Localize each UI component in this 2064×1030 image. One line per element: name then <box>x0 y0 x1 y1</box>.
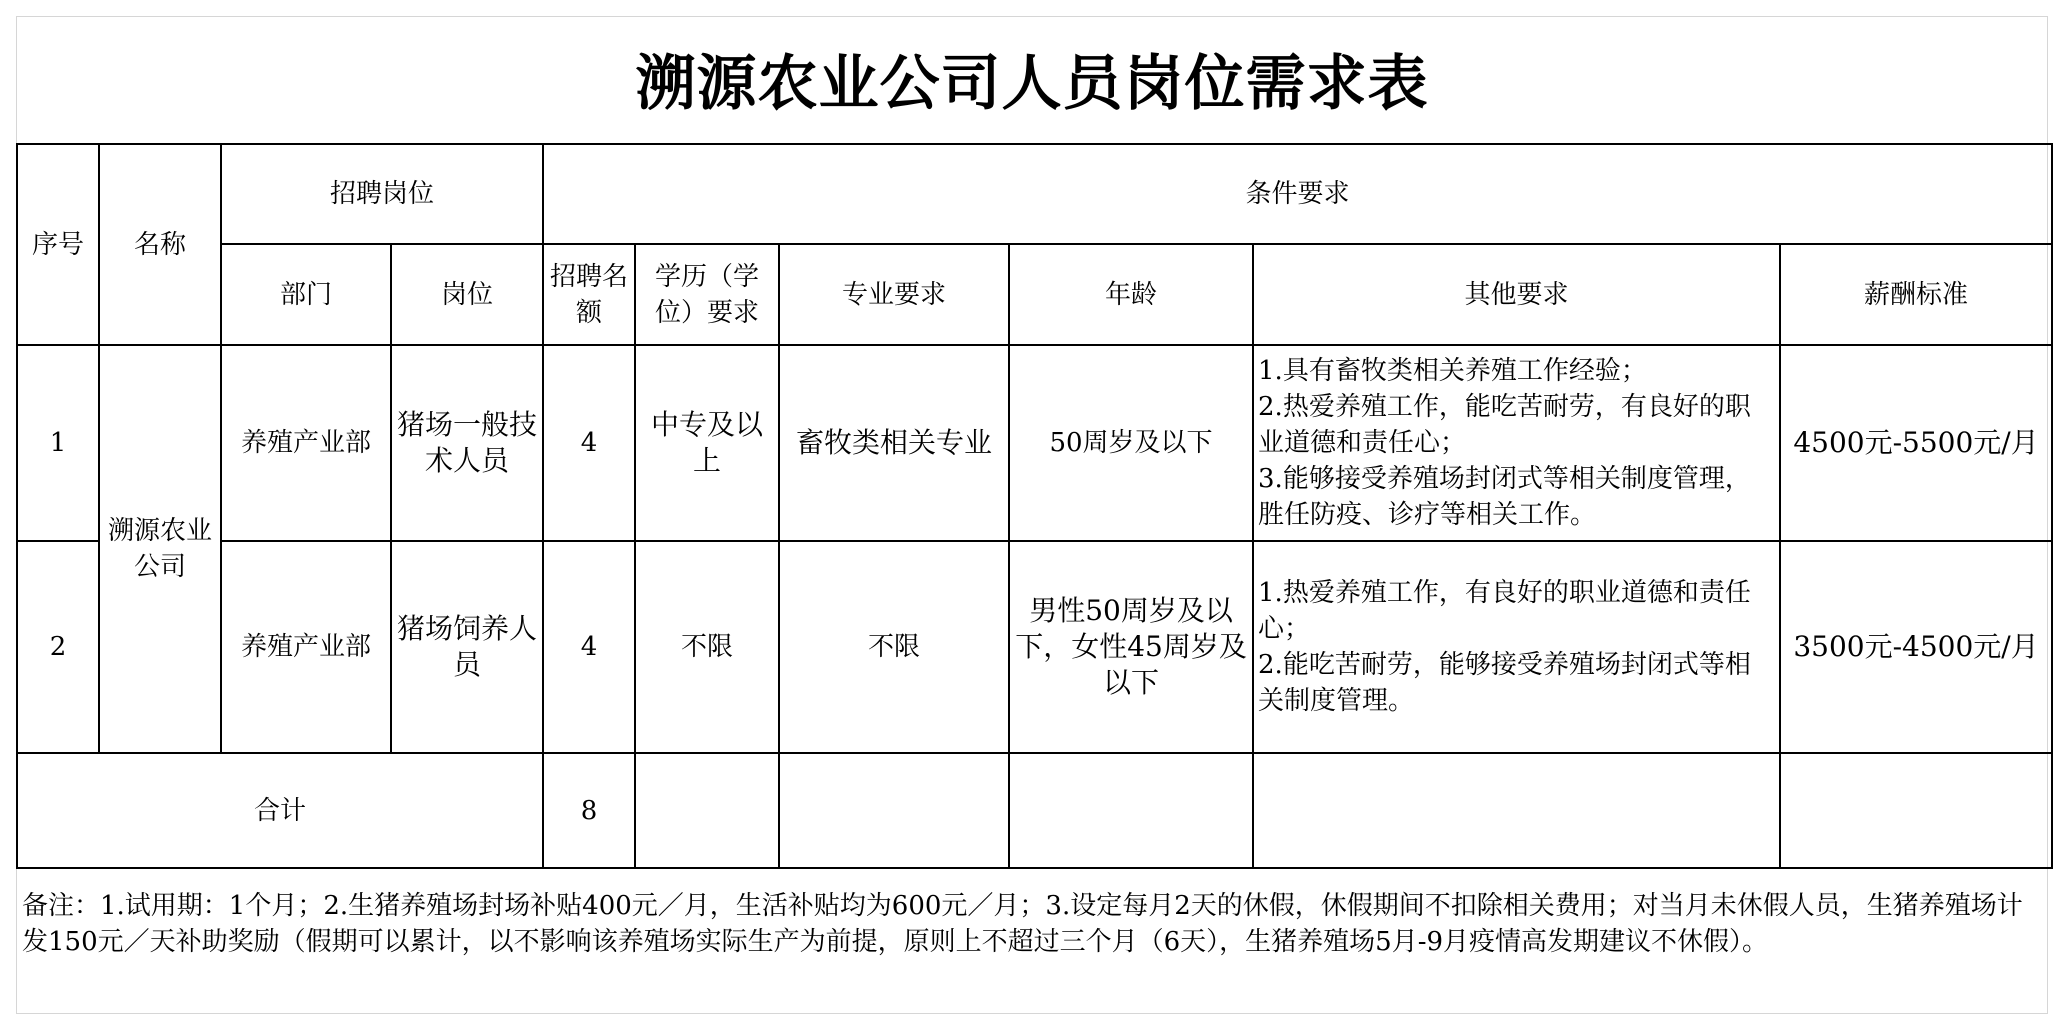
row-other-requirements <box>1253 541 1780 753</box>
header-row-2 <box>17 244 2052 345</box>
footnote: 备注：1.试用期：1个月；2.生猪养殖场封场补贴400元／月，生活补贴均为600元／月；3.设定每月2天的休假，休假期间不扣除相关费用；对当月未休假人员，生猪养殖场计发150元／天补助奖励（假期可以累计，以不影响该养殖场实际生产为前提，原则上不超过三个月（6天），生猪养殖场5月-9月疫情高发期建议不休假）。 <box>22 891 2023 957</box>
row-post: 猪场一般技术人员 <box>391 345 543 541</box>
row-dept: 养殖产业部 <box>221 541 391 753</box>
row-quota: 4 <box>543 541 635 753</box>
total-empty-cell <box>1780 753 2052 868</box>
table-row <box>17 541 2052 753</box>
row-age: 50周岁及以下 <box>1009 345 1253 541</box>
requirement-line: 3.能够接受养殖场封闭式等相关制度管理，胜任防疫、诊疗等相关工作。 <box>1258 464 1751 530</box>
company-name: 溯源农业公司 <box>99 345 221 753</box>
row-age: 男性50周岁及以下，女性45周岁及以下 <box>1009 541 1253 753</box>
header-age: 年龄 <box>1009 244 1253 345</box>
row-education: 中专及以上 <box>635 345 779 541</box>
header-dept: 部门 <box>221 244 391 345</box>
row-major: 不限 <box>779 541 1009 753</box>
header-major: 专业要求 <box>779 244 1009 345</box>
page-title: 溯源农业公司人员岗位需求表 <box>635 49 1429 119</box>
total-label: 合计 <box>17 753 543 868</box>
header-quota: 招聘名额 <box>543 244 635 345</box>
row-post: 猪场饲养人员 <box>391 541 543 753</box>
row-quota: 4 <box>543 345 635 541</box>
table-row <box>17 345 2052 541</box>
row-salary: 3500元-4500元/月 <box>1780 541 2052 753</box>
header-salary: 薪酬标准 <box>1780 244 2052 345</box>
header-seq: 序号 <box>17 144 99 345</box>
header-conditions: 条件要求 <box>543 144 2052 244</box>
header-name: 名称 <box>99 144 221 345</box>
requirement-line: 2.能吃苦耐劳，能够接受养殖场封闭式等相关制度管理。 <box>1258 650 1751 716</box>
row-education: 不限 <box>635 541 779 753</box>
row-other-requirements <box>1253 345 1780 541</box>
requirements-table <box>16 143 2053 869</box>
header-education: 学历（学位）要求 <box>635 244 779 345</box>
header-post: 岗位 <box>391 244 543 345</box>
row-seq: 2 <box>17 541 99 753</box>
row-major: 畜牧类相关专业 <box>779 345 1009 541</box>
total-row <box>17 753 2052 868</box>
requirement-line: 1.具有畜牧类相关养殖工作经验； <box>1258 356 1647 386</box>
header-row-1 <box>17 144 2052 244</box>
row-seq: 1 <box>17 345 99 541</box>
total-empty-cell <box>1009 753 1253 868</box>
total-empty-cell <box>779 753 1009 868</box>
total-quota: 8 <box>543 753 635 868</box>
requirement-line: 2.热爱养殖工作，能吃苦耐劳，有良好的职业道德和责任心； <box>1258 392 1751 458</box>
total-empty-cell <box>1253 753 1780 868</box>
header-other: 其他要求 <box>1253 244 1780 345</box>
total-empty-cell <box>635 753 779 868</box>
row-salary: 4500元-5500元/月 <box>1780 345 2052 541</box>
header-recruit-post: 招聘岗位 <box>221 144 543 244</box>
requirement-line: 1.热爱养殖工作，有良好的职业道德和责任心； <box>1258 578 1751 644</box>
row-dept: 养殖产业部 <box>221 345 391 541</box>
